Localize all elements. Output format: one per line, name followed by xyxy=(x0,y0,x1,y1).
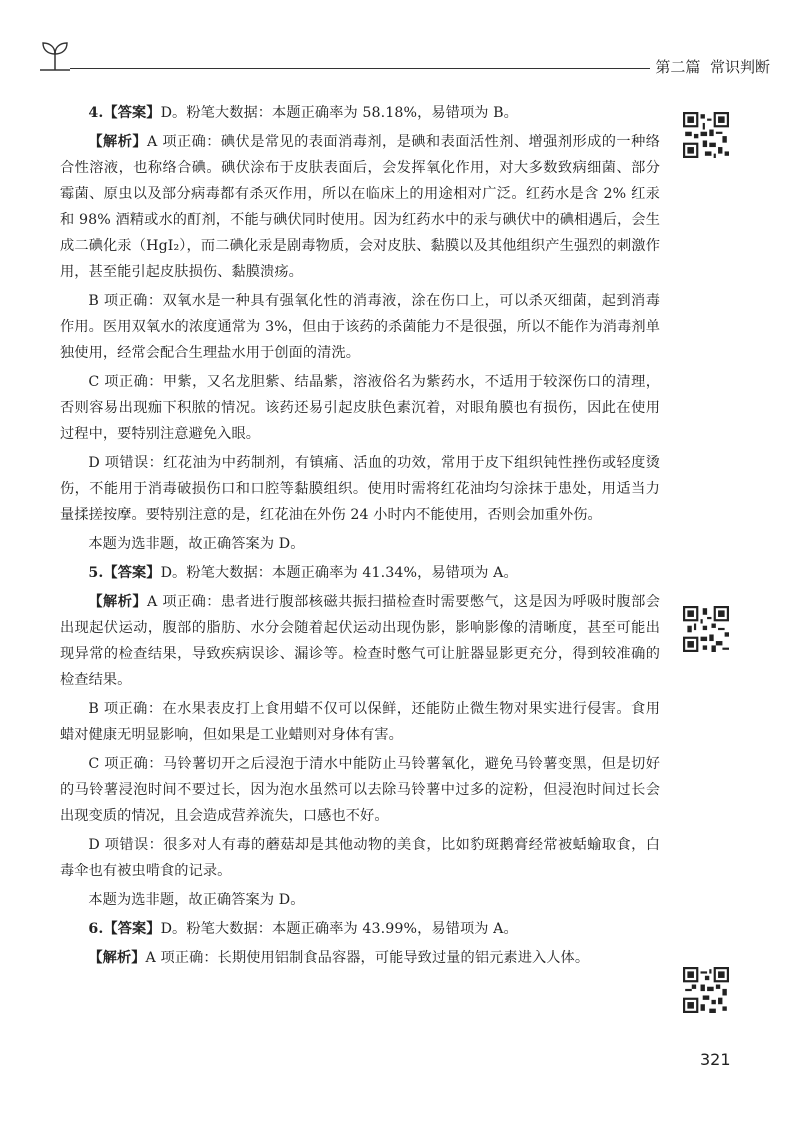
analysis-label: 【解析】 xyxy=(88,134,147,150)
chapter-label: 第二篇 xyxy=(655,58,701,76)
answer-line-6 xyxy=(60,916,660,942)
header-rule xyxy=(70,68,650,69)
conclusion-para: 本题为选非题，故正确答案为 D。 xyxy=(88,892,305,908)
section-label: 常识判断 xyxy=(709,58,770,76)
page-header xyxy=(40,40,770,90)
analysis-para xyxy=(60,589,660,693)
qr-code-icon[interactable] xyxy=(683,112,729,158)
analysis-para: C 项正确：甲紫，又名龙胆紫、结晶紫，溶液俗名为紫药水，不适用于较深伤口的清理，否则容易出现痂下积脓的情况。该药还易引起皮肤色素沉着，对眼角膜也有损伤，因此在使用过程中，要特别注意避免入眼。 xyxy=(60,374,660,442)
analysis-label: 【解析】 xyxy=(88,950,146,966)
answer-label: 5.【答案】 xyxy=(88,565,161,581)
analysis-para: D 项错误：很多对人有毒的蘑菇却是其他动物的美食，比如豹斑鹅膏经常被蛞蝓取食，白毒伞也有被虫啃食的记录。 xyxy=(60,837,660,879)
page-number: 321 xyxy=(700,1050,731,1069)
analysis-para xyxy=(60,945,660,971)
analysis-para: D 项错误：红花油为中药制剂，有镇痛、活血的功效，常用于皮下组织钝性挫伤或轻度烫伤，不能用于消毒破损伤口和口腔等黏膜组织。使用时需将红花油均匀涂抹于患处，用适当力量揉搓按摩。要特别注意的是，红花油在外伤 24 小时内不能使用，否则会加重外伤。 xyxy=(60,455,660,523)
analysis-label: 【解析】 xyxy=(88,594,147,610)
analysis-para: B 项正确：双氧水是一种具有强氧化性的消毒液，涂在伤口上，可以杀灭细菌，起到消毒作用。医用双氧水的浓度通常为 3%，但由于该药的杀菌能力不是很强，所以不能作为消毒剂单独使用，经常会配合生理盐水用于创面的清洗。 xyxy=(60,293,660,361)
analysis-text: A 项正确：碘伏是常见的表面消毒剂，是碘和表面活性剂、增强剂形成的一种络合性溶液，也称络合碘。碘伏涂布于皮肤表面后，会发挥氧化作用，对大多数致病细菌、部分霉菌、原虫以及部分病毒都有杀灭作用，所以在临床上的用途相对广泛。红药水是含 2% 红汞和 98% 酒精或水的酊剂，不能与碘伏同时使用。因为红药水中的汞与碘伏中的碘相遇后，会生成二碘化汞（HgI₂），而二碘化汞是剧毒物质，会对皮肤、黏膜以及其他组织产生强烈的刺激作用，甚至能引起皮肤损伤、黏膜溃疡。 xyxy=(60,134,661,280)
chapter-title xyxy=(655,56,770,77)
answer-label: 4.【答案】 xyxy=(88,105,161,121)
analysis-para: B 项正确：在水果表皮打上食用蜡不仅可以保鲜，还能防止微生物对果实进行侵害。食用蜡对健康无明显影响，但如果是工业蜡则对身体有害。 xyxy=(60,701,660,743)
analysis-text: A 项正确：长期使用铝制食品容器，可能导致过量的铝元素进入人体。 xyxy=(145,950,590,966)
answer-line-4 xyxy=(60,100,660,126)
answer-text: D。粉笔大数据：本题正确率为 41.34%，易错项为 A。 xyxy=(160,565,518,581)
conclusion-para: 本题为选非题，故正确答案为 D。 xyxy=(88,536,305,552)
answer-line-5 xyxy=(60,560,660,586)
sprout-icon xyxy=(40,40,70,74)
answer-content xyxy=(60,100,660,974)
answer-text: D。粉笔大数据：本题正确率为 58.18%，易错项为 B。 xyxy=(160,105,518,121)
analysis-para xyxy=(60,129,660,285)
answer-label: 6.【答案】 xyxy=(88,921,161,937)
analysis-text: A 项正确：患者进行腹部核磁共振扫描检查时需要憋气，这是因为呼吸时腹部会出现起伏运动，腹部的脂肪、水分会随着起伏运动出现伪影，影响影像的清晰度，甚至可能出现异常的检查结果，导致疾病误诊、漏诊等。检查时憋气可让脏器显影更充分，得到较准确的检查结果。 xyxy=(60,594,661,688)
answer-text: D。粉笔大数据：本题正确率为 43.99%，易错项为 A。 xyxy=(160,921,518,937)
analysis-para: C 项正确：马铃薯切开之后浸泡于清水中能防止马铃薯氧化，避免马铃薯变黑，但是切好的马铃薯浸泡时间不要过长，因为泡水虽然可以去除马铃薯中过多的淀粉，但浸泡时间过长会出现变质的情况，且会造成营养流失，口感也不好。 xyxy=(60,756,660,824)
qr-code-icon[interactable] xyxy=(683,967,729,1013)
qr-code-icon[interactable] xyxy=(683,606,729,652)
